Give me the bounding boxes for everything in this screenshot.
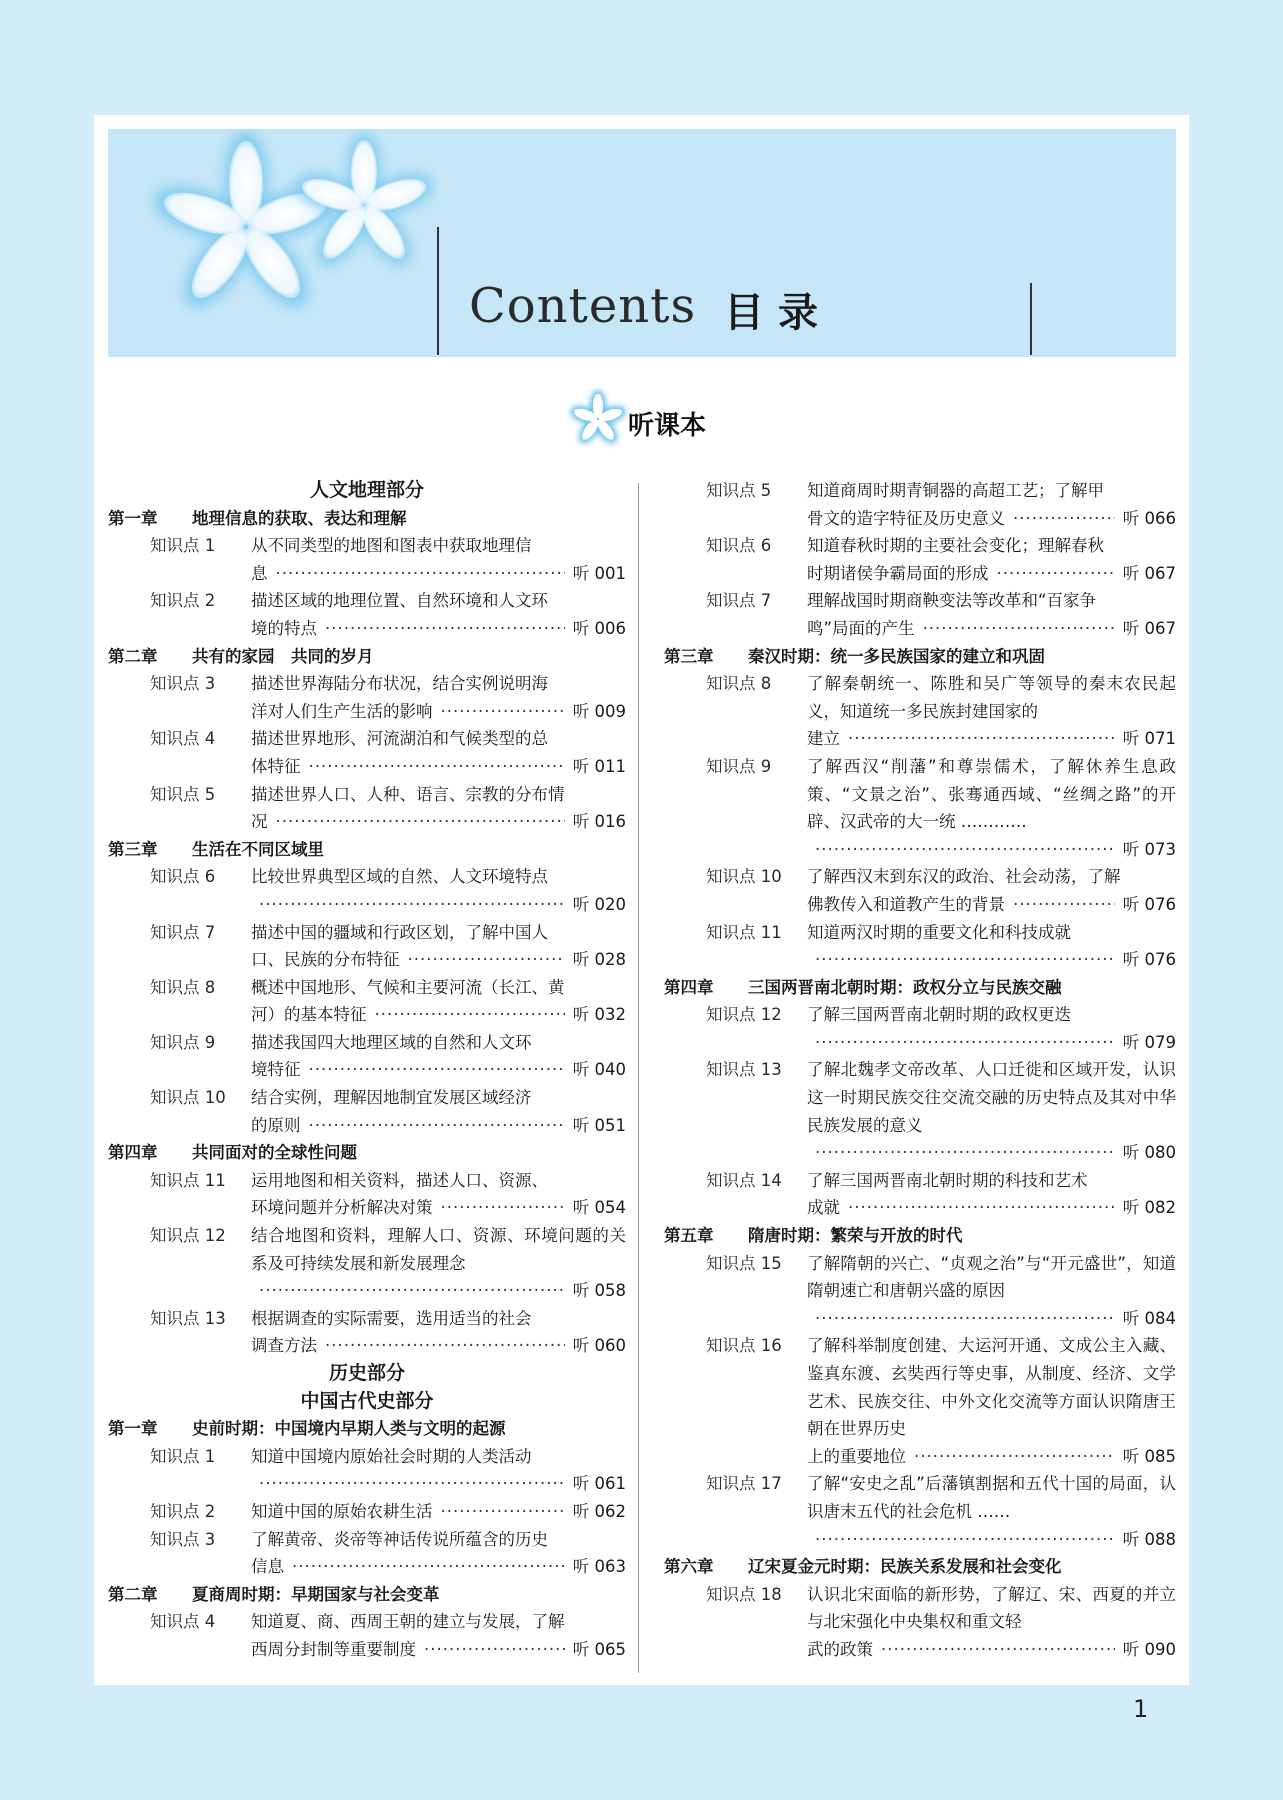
page-ref[interactable]: 听 054 (572, 1198, 626, 1218)
toc-entry[interactable] (108, 781, 626, 836)
entry-page-line (807, 560, 1176, 588)
entry-body (807, 753, 1176, 863)
page-ref[interactable]: 听 084 (1122, 1308, 1176, 1328)
entry-page-line (807, 725, 1176, 753)
chapter-title: 辽宋夏金元时期：民族关系发展和社会变化 (748, 1557, 1062, 1577)
entry-page-line (807, 1139, 1176, 1167)
chapter-number: 第四章 (664, 977, 714, 997)
column-divider (638, 483, 639, 1673)
knowledge-point-label: 知识点 5 (150, 784, 216, 804)
leader-dots (923, 615, 1115, 643)
leader-dots (815, 1526, 1115, 1554)
toc-entry[interactable] (664, 1332, 1176, 1470)
entry-text: 知道中国境内原始社会时期的人类活动 (251, 1446, 532, 1466)
entry-body (251, 1029, 626, 1084)
title-right-rule (1030, 283, 1032, 355)
page-ref[interactable]: 听 079 (1122, 1032, 1176, 1052)
page-ref[interactable]: 听 065 (572, 1639, 626, 1659)
entry-text: 了解北魏孝文帝改革、人口迁徙和区域开发，认识这一时期民族交往交流交融的历史特点及其对中华民族发展的意义 (807, 1060, 1176, 1135)
leader-dots (848, 725, 1115, 753)
page-ref[interactable]: 听 063 (572, 1557, 626, 1577)
leader-dots (424, 1636, 565, 1664)
toc-entry[interactable] (664, 670, 1176, 753)
leader-dots (259, 1470, 565, 1498)
toc-entry[interactable] (108, 725, 626, 780)
leader-dots (375, 1001, 565, 1029)
entry-text: 结合实例，理解因地制宜发展区域经济 (251, 1088, 532, 1108)
toc-entry[interactable] (108, 1167, 626, 1222)
entry-text-tail: 息 (251, 563, 268, 583)
leader-dots (441, 1194, 565, 1222)
chapter-heading (664, 643, 1176, 671)
knowledge-point-label: 知识点 4 (150, 1612, 216, 1632)
entry-text: 描述我国四大地理区域的自然和人文环 (251, 1032, 532, 1052)
knowledge-point-label: 知识点 15 (706, 1253, 782, 1273)
entry-text: 根据调查的实际需要，选用适当的社会 (251, 1308, 532, 1328)
knowledge-point-label: 知识点 6 (150, 867, 216, 887)
toc-entry[interactable] (664, 1581, 1176, 1664)
leader-dots (815, 946, 1115, 974)
leader-dots (276, 808, 565, 836)
entry-body (807, 1001, 1176, 1056)
toc-entry[interactable] (664, 1250, 1176, 1333)
section-label: 听课本 (628, 411, 707, 441)
chapter-title: 史前时期：中国境内早期人类与文明的起源 (192, 1419, 506, 1439)
entry-body (251, 670, 626, 725)
toc-entry[interactable] (108, 1498, 626, 1526)
entry-page-line (807, 1194, 1176, 1222)
toc-entry[interactable] (664, 587, 1176, 642)
entry-body (807, 670, 1176, 753)
entry-body (251, 1222, 626, 1305)
entry-text: 了解隋朝的兴亡、“贞观之治”与“开元盛世”，知道隋朝速亡和唐朝兴盛的原因 (807, 1253, 1176, 1301)
chapter-heading (108, 1139, 626, 1167)
leader-dots (309, 753, 565, 781)
entry-page-line (251, 698, 626, 726)
knowledge-point-label: 知识点 12 (706, 1005, 782, 1025)
page-ref[interactable]: 听 040 (572, 1060, 626, 1080)
entry-body (807, 1332, 1176, 1470)
entry-page-line (251, 1056, 626, 1084)
entry-text: 运用地图和相关资料，描述人口、资源、 (251, 1170, 548, 1190)
leader-dots (309, 1112, 565, 1140)
chapter-heading (108, 836, 626, 864)
leader-dots (848, 1194, 1115, 1222)
knowledge-point-label: 知识点 2 (150, 1501, 216, 1521)
entry-body (251, 781, 626, 836)
entry-text: 概述中国地形、气候和主要河流（长江、黄 (251, 977, 565, 997)
entry-page-line (251, 1553, 626, 1581)
entry-text: 知道商周时期青铜器的高超工艺；了解甲 (807, 481, 1104, 500)
toc-entry[interactable] (108, 1222, 626, 1305)
page-ref[interactable]: 听 090 (1122, 1639, 1176, 1659)
toc-entry[interactable] (664, 1167, 1176, 1222)
entry-body (807, 1250, 1176, 1333)
entry-page-line (251, 946, 626, 974)
entry-body (807, 587, 1176, 642)
knowledge-point-label: 知识点 9 (150, 1032, 216, 1052)
entry-text-tail: 骨文的造字特征及历史意义 (807, 508, 1005, 528)
chapter-title: 夏商周时期：早期国家与社会变革 (192, 1584, 440, 1604)
leader-dots (441, 1498, 565, 1526)
entry-body (251, 725, 626, 780)
chapter-title: 地理信息的获取、表达和理解 (192, 508, 407, 528)
leader-dots (1013, 505, 1115, 533)
entry-page-line (807, 1526, 1176, 1554)
entry-text: 理解战国时期商鞅变法等改革和“百家争 (807, 591, 1097, 611)
toc-entry[interactable] (664, 1470, 1176, 1553)
entry-body (807, 477, 1176, 532)
entry-text-tail: 洋对人们生产生活的影响 (251, 701, 433, 721)
chapter-number: 第三章 (664, 646, 714, 666)
knowledge-point-label: 知识点 10 (150, 1088, 226, 1108)
knowledge-point-label: 知识点 3 (150, 1529, 216, 1549)
entry-text: 知道两汉时期的重要文化和科技成就 (807, 922, 1071, 942)
leader-dots (441, 698, 565, 726)
page-ref[interactable]: 听 032 (572, 1005, 626, 1025)
entry-page-line (807, 836, 1176, 864)
page-ref[interactable]: 听 071 (1122, 729, 1176, 749)
entry-text: 了解“安史之乱”后藩镇割据和五代十国的局面，认识唐末五代的社会危机 …… (807, 1474, 1176, 1521)
entry-page-line (251, 1636, 626, 1664)
toc-entry[interactable] (108, 974, 626, 1029)
page-ref[interactable]: 听 062 (572, 1501, 626, 1521)
entry-body (807, 1470, 1176, 1553)
entry-page-line (807, 615, 1176, 643)
toc-left-column (108, 477, 626, 1664)
entry-text: 比较世界典型区域的自然、人文环境特点 (251, 867, 548, 887)
toc-entry[interactable] (108, 1084, 626, 1139)
page-ref[interactable]: 听 020 (572, 894, 626, 914)
toc-entry[interactable] (664, 863, 1176, 918)
entry-page-line (251, 1277, 626, 1305)
entry-body (251, 863, 626, 918)
entry-page-line (251, 1470, 626, 1498)
entry-text: 了解秦朝统一、陈胜和吴广等领导的秦末农民起义，知道统一多民族封建国家的 (807, 674, 1176, 721)
page-ref[interactable]: 听 073 (1122, 839, 1176, 859)
knowledge-point-label: 知识点 7 (706, 591, 772, 611)
entry-text-tail: 建立 (807, 729, 840, 749)
chapter-heading (108, 1415, 626, 1443)
chapter-title: 三国两晋南北朝时期：政权分立与民族交融 (748, 977, 1062, 997)
entry-page-line (807, 946, 1176, 974)
leader-dots (1013, 891, 1115, 919)
chapter-number: 第六章 (664, 1557, 714, 1577)
toc-entry[interactable] (108, 863, 626, 918)
small-flower-icon (566, 387, 630, 451)
page-ref[interactable]: 听 006 (572, 618, 626, 638)
entry-body (251, 919, 626, 974)
entry-text: 知道春秋时期的主要社会变化；理解春秋 (807, 536, 1104, 556)
entry-body (251, 1084, 626, 1139)
entry-text-tail: 河）的基本特征 (251, 1005, 367, 1025)
page-ref[interactable]: 听 011 (572, 756, 626, 776)
title-left-rule (437, 227, 439, 355)
chapter-heading (664, 974, 1176, 1002)
chapter-title: 生活在不同区域里 (192, 839, 324, 859)
knowledge-point-label: 知识点 13 (150, 1308, 226, 1328)
toc-entry[interactable] (108, 919, 626, 974)
entry-text-tail: 知道中国的原始农耕生活 (251, 1501, 433, 1521)
knowledge-point-label: 知识点 16 (706, 1336, 782, 1356)
entry-text: 从不同类型的地图和图表中获取地理信 (251, 536, 532, 556)
page-ref[interactable]: 听 076 (1122, 950, 1176, 970)
entry-page-line (807, 1305, 1176, 1333)
entry-text-tail: 境特征 (251, 1060, 301, 1080)
knowledge-point-label: 知识点 8 (150, 977, 216, 997)
entry-text-tail: 信息 (251, 1557, 284, 1577)
chapter-heading (664, 1553, 1176, 1581)
part-title: 历史部分 (328, 1362, 405, 1384)
entry-text: 描述世界海陆分布状况，结合实例说明海 (251, 674, 548, 694)
entry-text-tail: 上的重要地位 (807, 1446, 906, 1466)
entry-text-tail: 西周分封制等重要制度 (251, 1639, 416, 1659)
toc-entry[interactable] (108, 670, 626, 725)
entry-text-tail: 鸣”局面的产生 (807, 618, 915, 638)
entry-page-line (251, 1112, 626, 1140)
leader-dots (259, 891, 565, 919)
entry-text: 了解三国两晋南北朝时期的科技和艺术 (807, 1170, 1088, 1190)
entry-text: 了解科举制度创建、大运河开通、文成公主入藏、鉴真东渡、玄奘西行等史事，从制度、经济、文学艺术、民族交往、中外文化交流等方面认识隋唐王朝在世界历史 (807, 1336, 1176, 1439)
knowledge-point-label: 知识点 13 (706, 1060, 782, 1080)
entry-page-line (251, 1001, 626, 1029)
page-ref[interactable]: 听 085 (1122, 1446, 1176, 1466)
toc-entry[interactable] (664, 919, 1176, 974)
leader-dots (276, 560, 565, 588)
entry-text-tail: 环境问题并分析解决对策 (251, 1198, 433, 1218)
entry-page-line (807, 1636, 1176, 1664)
entry-text-tail: 口、民族的分布特征 (251, 950, 400, 970)
entry-page-line (251, 615, 626, 643)
toc-entry[interactable] (664, 477, 1176, 532)
toc-entry[interactable] (108, 587, 626, 642)
knowledge-point-label: 知识点 11 (150, 1170, 226, 1190)
entry-page-line (807, 505, 1176, 533)
knowledge-point-label: 知识点 6 (706, 536, 772, 556)
entry-text-tail: 武的政策 (807, 1639, 873, 1659)
leader-dots (259, 1277, 565, 1305)
entry-body (251, 532, 626, 587)
knowledge-point-label: 知识点 7 (150, 922, 216, 942)
toc-entry[interactable] (664, 753, 1176, 863)
entry-text: 描述世界人口、人种、语言、宗教的分布情 (251, 784, 565, 804)
toc-entry[interactable] (108, 532, 626, 587)
page-ref[interactable]: 听 028 (572, 950, 626, 970)
page-ref[interactable]: 听 016 (572, 812, 626, 832)
chapter-heading (108, 1581, 626, 1609)
knowledge-point-label: 知识点 1 (150, 536, 216, 556)
entry-text-tail: 时期诸侯争霸局面的形成 (807, 563, 989, 583)
part-title: 人文地理部分 (309, 479, 424, 501)
entry-page-line (251, 891, 626, 919)
entry-body (251, 1167, 626, 1222)
entry-text-tail: 境的特点 (251, 618, 317, 638)
entry-body (807, 1581, 1176, 1664)
page-ref[interactable]: 听 088 (1122, 1529, 1176, 1549)
page-ref[interactable]: 听 080 (1122, 1143, 1176, 1163)
knowledge-point-label: 知识点 2 (150, 591, 216, 611)
entry-text: 描述世界地形、河流湖泊和气候类型的总 (251, 729, 548, 749)
page-ref[interactable]: 听 060 (572, 1336, 626, 1356)
leader-dots (408, 946, 565, 974)
entry-page-line (251, 808, 626, 836)
entry-body (251, 1608, 626, 1663)
chapter-number: 第一章 (108, 508, 158, 528)
knowledge-point-label: 知识点 14 (706, 1170, 782, 1190)
leader-dots (914, 1443, 1115, 1471)
entry-page-line (807, 891, 1176, 919)
entry-body (251, 1305, 626, 1360)
entry-page-line (251, 1498, 626, 1526)
entry-body (807, 1056, 1176, 1166)
page-ref[interactable]: 听 051 (572, 1115, 626, 1135)
leader-dots (815, 1029, 1115, 1057)
leader-dots (815, 1139, 1115, 1167)
leader-dots (881, 1636, 1115, 1664)
toc-entry[interactable] (108, 1526, 626, 1581)
knowledge-point-label: 知识点 1 (150, 1446, 216, 1466)
entry-page-line (251, 1332, 626, 1360)
chapter-title: 共同面对的全球性问题 (192, 1143, 357, 1163)
entry-page-line (251, 1194, 626, 1222)
entry-text: 了解西汉末到东汉的政治、社会动荡，了解 (807, 867, 1121, 887)
leader-dots (292, 1553, 565, 1581)
entry-text-tail: 佛教传入和道教产生的背景 (807, 894, 1005, 914)
entry-body (251, 974, 626, 1029)
entry-page-line (251, 753, 626, 781)
page-ref[interactable]: 听 058 (572, 1281, 626, 1301)
chapter-number: 第二章 (108, 1584, 158, 1604)
toc-entry[interactable] (664, 1001, 1176, 1056)
knowledge-point-label: 知识点 12 (150, 1226, 226, 1246)
flower-decoration-icon (108, 129, 438, 357)
entry-text: 结合地图和资料，理解人口、资源、环境问题的关系及可持续发展和新发展理念 (251, 1226, 626, 1273)
contents-title-cn: 目录 (724, 290, 832, 336)
knowledge-point-label: 知识点 5 (706, 481, 772, 500)
entry-body (807, 919, 1176, 974)
entry-text: 了解西汉“削藩”和尊崇儒术，了解休养生息政策、“文景之治”、张骞通西域、“丝绸之路”的开辟、汉武帝的大一统 ………… (807, 756, 1176, 832)
entry-text-tail: 成就 (807, 1198, 840, 1218)
knowledge-point-label: 知识点 3 (150, 674, 216, 694)
entry-text-tail: 体特征 (251, 756, 301, 776)
section-heading (94, 387, 1189, 457)
chapter-heading (664, 1222, 1176, 1250)
toc-entry[interactable] (108, 1305, 626, 1360)
entry-page-line (807, 1029, 1176, 1057)
entry-page-line (807, 1443, 1176, 1471)
entry-body (807, 532, 1176, 587)
page-number: 1 (1133, 1695, 1149, 1723)
entry-body (251, 1443, 626, 1498)
knowledge-point-label: 知识点 18 (706, 1584, 782, 1604)
leader-dots (325, 1332, 565, 1360)
entry-body (807, 863, 1176, 918)
knowledge-point-label: 知识点 4 (150, 729, 216, 749)
toc-entry[interactable] (108, 1443, 626, 1498)
chapter-number: 第二章 (108, 646, 158, 666)
toc-right-column (664, 477, 1176, 1664)
knowledge-point-label: 知识点 9 (706, 756, 772, 776)
entry-text: 描述区域的地理位置、自然环境和人文环 (251, 591, 548, 611)
entry-text: 认识北宋面临的新形势，了解辽、宋、西夏的并立与北宋强化中央集权和重文轻 (807, 1584, 1176, 1632)
page-ref[interactable]: 听 066 (1122, 508, 1176, 528)
page-sheet (94, 115, 1189, 1685)
chapter-number: 第一章 (108, 1419, 158, 1439)
entry-body (251, 1498, 626, 1526)
chapter-number: 第三章 (108, 839, 158, 859)
entry-body (251, 1526, 626, 1581)
chapter-title: 共有的家园 共同的岁月 (192, 646, 374, 666)
toc-entry[interactable] (108, 1608, 626, 1663)
leader-dots (997, 560, 1115, 588)
entry-text: 了解黄帝、炎帝等神话传说所蕴含的历史 (251, 1529, 548, 1549)
chapter-title: 秦汉时期：统一多民族国家的建立和巩固 (748, 646, 1045, 666)
entry-text: 描述中国的疆域和行政区划，了解中国人 (251, 922, 548, 942)
chapter-number: 第五章 (664, 1226, 714, 1246)
knowledge-point-label: 知识点 11 (706, 922, 782, 942)
entry-text-tail: 况 (251, 812, 268, 832)
page-ref[interactable]: 听 076 (1122, 894, 1176, 914)
chapter-title: 隋唐时期：繁荣与开放的时代 (748, 1226, 963, 1246)
toc-entry[interactable] (108, 1029, 626, 1084)
chapter-heading (108, 643, 626, 671)
toc-entry[interactable] (664, 532, 1176, 587)
leader-dots (325, 615, 565, 643)
entry-body (251, 587, 626, 642)
entry-text-tail: 调查方法 (251, 1336, 317, 1356)
page-ref[interactable]: 听 061 (572, 1474, 626, 1494)
chapter-number: 第四章 (108, 1143, 158, 1163)
knowledge-point-label: 知识点 10 (706, 867, 782, 887)
page-ref[interactable]: 听 001 (572, 563, 626, 583)
leader-dots (815, 1305, 1115, 1333)
part-title: 中国古代史部分 (300, 1389, 434, 1412)
entry-text-tail: 的原则 (251, 1115, 301, 1135)
contents-title-en: Contents (469, 278, 697, 334)
page-ref[interactable]: 听 009 (572, 701, 626, 721)
entry-text: 知道夏、商、西周王朝的建立与发展，了解 (251, 1612, 565, 1632)
knowledge-point-label: 知识点 17 (706, 1474, 782, 1494)
entry-text: 了解三国两晋南北朝时期的政权更迭 (807, 1005, 1071, 1025)
entry-page-line (251, 560, 626, 588)
page-ref[interactable]: 听 082 (1122, 1198, 1176, 1218)
leader-dots (309, 1056, 565, 1084)
page-ref[interactable]: 听 067 (1122, 563, 1176, 583)
toc-entry[interactable] (664, 1056, 1176, 1166)
page-ref[interactable]: 听 067 (1122, 618, 1176, 638)
chapter-heading (108, 505, 626, 533)
knowledge-point-label: 知识点 8 (706, 674, 772, 694)
leader-dots (815, 836, 1115, 864)
entry-body (807, 1167, 1176, 1222)
